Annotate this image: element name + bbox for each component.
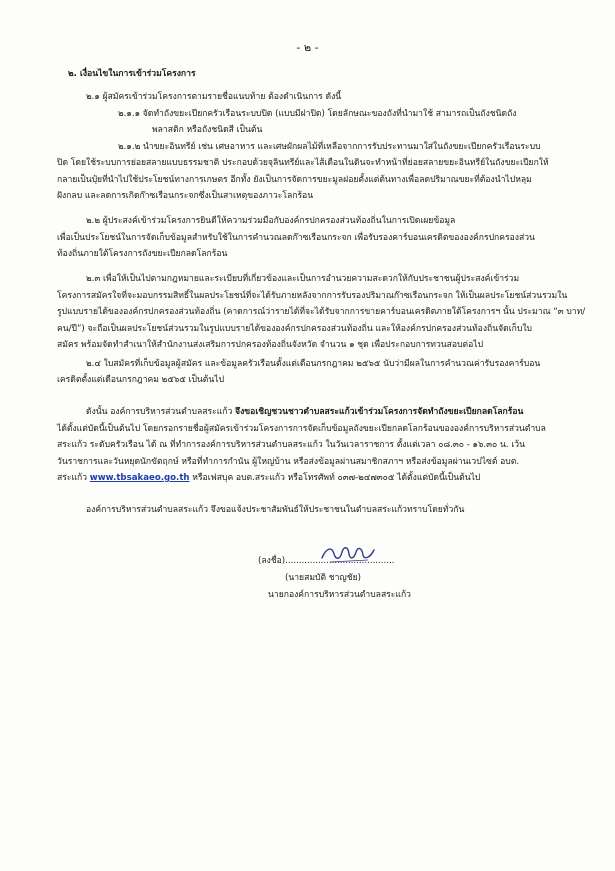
invitation-line5-start: สระแก้ว bbox=[57, 473, 88, 483]
clause-2-2-line3: ท้องถิ่นภายใต้โครงการถังขยะเปียกลดโลกร้อน bbox=[57, 249, 228, 259]
clause-2-1-1-line1: ๒.๑.๑ จัดทำถังขยะเปียกครัวเรือนระบบปิด (แบบมีฝาปิด) โดยลักษณะของถังที่นำมาใช้ สามารถเป็นถังชนิดถัง bbox=[118, 109, 517, 119]
invitation-intro: ดังนั้น องค์การบริหารส่วนตำบลสระแก้ว bbox=[86, 407, 233, 417]
clause-2-2-line1: ๒.๒ ผู้ประสงค์เข้าร่วมโครงการยินดีให้ความร่วมมือกับองค์กรปกครองส่วนท้องถิ่นในการเปิดเผยข้อมูล bbox=[86, 216, 456, 226]
clause-2-3-line4: คน/ปี”) จะถือเป็นผลประโยชน์ส่วนรวมในรูปแบบรายได้ขององค์กรปกครองส่วนท้องถิ่น และให้องค์กรปกครองส่วนท้องถิ่นจัดเก็บใบ bbox=[57, 324, 532, 334]
clause-2-3-line5: สมัคร พร้อมจัดทำสำเนาให้สำนักงานส่งเสริมการปกครองท้องถิ่นจังหวัด จำนวน ๑ ชุด เพื่อประกอบการทวนสอบต่อไป bbox=[57, 340, 484, 350]
clause-2-1-2-line4: ฝังกลบ และลดการเกิดก๊าซเรือนกระจกซึ่งเป็นสาเหตุของภาวะโลกร้อน bbox=[57, 191, 314, 201]
signer-position: นายกองค์การบริหารส่วนตำบลสระแก้ว bbox=[268, 590, 411, 600]
clause-2-1-2-line2: ปิด โดยใช้ระบบการย่อยสลายแบบธรรมชาติ ประกอบด้วยจุลินทรีย์และไส้เดือนในดินจะทำหน้าที่ย่อยสลายขยะอินทรีย์ในถังขยะเปียกให้ bbox=[57, 158, 549, 168]
website-link[interactable]: www.tbsakaeo.go.th bbox=[89, 473, 190, 483]
invitation-line3: สระแก้ว ระดับครัวเรือน ได้ ณ ที่ทำการองค์การบริหารส่วนตำบลสระแก้ว ในวันเวลาราชการ ตั้งแต่เวลา ๐๘.๓๐ - ๑๖.๓๐ น. เว้น bbox=[57, 440, 525, 450]
clause-2-3-line3: รูปแบบรายได้ขององค์กรปกครองส่วนท้องถิ่น (คาดการณ์ว่ารายได้ที่จะได้รับจากการขายคาร์บอนเครดิตภายใต้โครงการฯ นั้น ประมาณ “๓ บาท/ bbox=[57, 307, 586, 317]
clause-2-1-2-line3: กลายเป็นปุ๋ยที่นำไปใช้ประโยชน์ทางการเกษตร อีกทั้ง ยังเป็นการจัดการขยะมูลฝอยตั้งแต่ต้นทางเพื่อลดปริมาณขยะที่ต้องนำไปหลุม bbox=[57, 175, 532, 185]
invitation-line1 bbox=[86, 404, 523, 421]
clause-2-1-2-line1: ๒.๑.๒ นำขยะอินทรีย์ เช่น เศษอาหาร และเศษผักผลไม้ที่เหลือจากการรับประทานมาใส่ในถังขยะเปียกครัวเรือนระบบ bbox=[118, 142, 541, 152]
clause-2-4-line2: เครดิตตั้งแต่เดือนกรกฎาคม ๒๕๖๕ เป็นต้นไป bbox=[57, 375, 225, 385]
clause-2-4-line1: ๒.๔ ใบสมัครที่เก็บข้อมูลผู้สมัคร และข้อมูลครัวเรือนตั้งแต่เดือนกรกฎาคม ๒๕๖๕ นับว่ามีผลในการคำนวณค่ารับรองคาร์บอน bbox=[86, 359, 541, 369]
closing-statement: องค์การบริหารส่วนตำบลสระแก้ว จึงขอแจ้งประชาสัมพันธ์ให้ประชาชนในตำบลสระแก้วทราบโดยทั่วกัน bbox=[86, 505, 465, 515]
clause-2-2-line2: เพื่อเป็นประโยชน์ในการจัดเก็บข้อมูลสำหรับใช้ในการคำนวณลดก๊าซเรือนกระจก เพื่อรับรองคาร์บอนเครดิตขององค์กรปกครองส่วน bbox=[57, 233, 535, 243]
clause-2-1: ๒.๑ ผู้สมัครเข้าร่วมโครงการตามรายชื่อแนบท้าย ต้องดำเนินการ ดังนี้ bbox=[86, 92, 342, 102]
invitation-line5 bbox=[57, 470, 480, 487]
clause-2-3-line1: ๒.๓ เพื่อให้เป็นไปตามกฎหมายและระเบียบที่เกี่ยวข้องและเป็นการอำนวยความสะดวกให้กับประชาชนผู้ประสงค์เข้าร่วม bbox=[86, 274, 520, 284]
signer-name: (นายสมบัติ ชาญชัย) bbox=[285, 573, 361, 583]
invitation-line5-end: หรือเฟสบุค อบต.สระแก้ว หรือโทรศัพท์ ๐๓๗-๒๔๗๓๐๕ ได้ตั้งแต่บัดนี้เป็นต้นไป bbox=[192, 473, 481, 483]
invitation-line2: ได้ตั้งแต่บัดนี้เป็นต้นไป โดยกรอกรายชื่อผู้สมัครเข้าร่วมโครงการการจัดเก็บข้อมูลถังขยะเปียกลดโลกร้อนขององค์การบริหารส่วนตำบล bbox=[57, 424, 546, 434]
section-heading: ๒. เงื่อนไขในการเข้าร่วมโครงการ bbox=[68, 69, 196, 79]
clause-2-3-line2: โครงการสมัครใจที่จะมอบกรรมสิทธิ์ในผลประโยชน์ที่จะได้รับภายหลังจากการรับรองปริมาณก๊าซเรือนกระจก ให้เป็นผลประโยชน์ส่วนรวมใน bbox=[57, 291, 568, 301]
clause-2-1-1-line2: พลาสติก หรือถังชนิดสี เป็นต้น bbox=[152, 125, 263, 135]
signature-line: (ลงชื่อ)........................................ bbox=[258, 556, 395, 566]
invitation-line4: วันราชการและวันหยุดนักขัตฤกษ์ หรือที่ทำการกำนัน ผู้ใหญ่บ้าน หรือส่งข้อมูลผ่านสมาชิกสภาฯ หรือส่งข้อมูลผ่านเวปไซต์ อบต. bbox=[57, 457, 520, 467]
invitation-emphasis: จึงขอเชิญชวนชาวตำบลสระแก้วเข้าร่วมโครงการจัดทำถังขยะเปียกลดโลกร้อน bbox=[235, 407, 524, 417]
page-number: - ๒ - bbox=[296, 41, 319, 54]
